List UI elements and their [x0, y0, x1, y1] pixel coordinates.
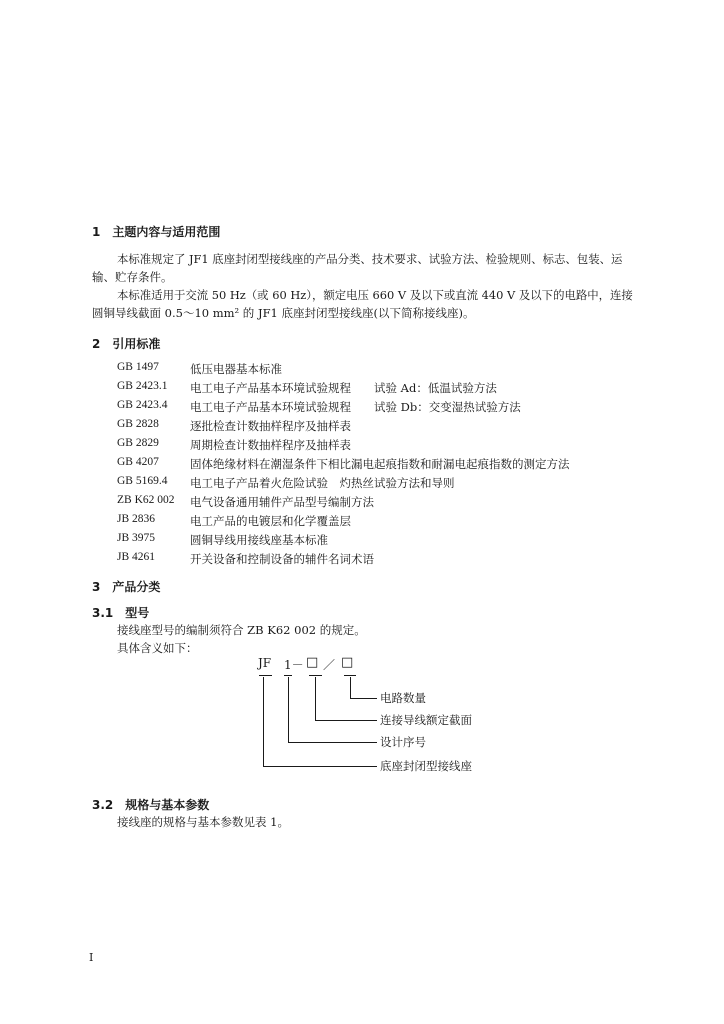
ref-code: JB 2836 [117, 513, 156, 525]
model-box-2: □ [341, 655, 354, 670]
leader-vertical-prefix [263, 677, 264, 766]
ref-title: 电气设备通用辅件产品型号编制方法 [190, 495, 374, 509]
underline-count [344, 675, 356, 676]
section-3-1-line1: 接线座型号的编制须符合 ZB K62 002 的规定。 [117, 623, 366, 637]
ref-code: GB 1497 [117, 361, 159, 373]
section-1-para1-line2: 输、贮存条件。 [92, 270, 173, 284]
ref-title: 电工电子产品基本环境试验规程 试验 Db：交变湿热试验方法 [190, 400, 521, 414]
ref-code: ZB K62 002 [117, 494, 175, 506]
leader-vertical-section [315, 677, 316, 720]
ref-title: 低压电器基本标准 [190, 362, 282, 376]
label-circuit-count: 电路数量 [380, 691, 426, 705]
label-rated-section: 连接导线额定截面 [380, 713, 472, 727]
section-2-heading: 2 引用标准 [92, 337, 161, 351]
model-code-middle: 1－ [284, 658, 304, 672]
ref-code: JB 4261 [117, 551, 156, 563]
section-1-para1-line1: 本标准规定了 JF1 底座封闭型接线座的产品分类、技术要求、试验方法、检验规则、标志、包装、运 [117, 252, 623, 266]
section-1-heading: 1 主题内容与适用范围 [92, 225, 221, 239]
model-slash: ／ [323, 658, 336, 672]
section-1-para2-line1: 本标准适用于交流 50 Hz（或 60 Hz），额定电压 660 V 及以下或直流 440 V 及以下的电路中，连接 [117, 288, 633, 302]
section-3-heading: 3 产品分类 [92, 580, 161, 594]
label-design-number: 设计序号 [380, 735, 426, 749]
ref-title: 开关设备和控制设备的辅件名词术语 [190, 552, 374, 566]
leader-vertical-design [288, 677, 289, 742]
ref-title: 周期检查计数抽样程序及抽样表 [190, 438, 351, 452]
model-box-1: □ [306, 655, 319, 670]
ref-title: 电工电子产品着火危险试验 灼热丝试验方法和导则 [190, 476, 455, 490]
ref-code: GB 2828 [117, 418, 159, 430]
section-3-1-line2: 具体含义如下： [117, 641, 198, 655]
leader-horizontal-section [315, 720, 377, 721]
ref-code: GB 2829 [117, 437, 159, 449]
leader-horizontal-count [350, 698, 377, 699]
ref-code: JB 3975 [117, 532, 156, 544]
ref-code: GB 4207 [117, 456, 159, 468]
underline-prefix [259, 675, 272, 676]
leader-vertical-count [350, 677, 351, 698]
ref-title: 固体绝缘材料在潮湿条件下相比漏电起痕指数和耐漏电起痕指数的测定方法 [190, 457, 570, 471]
ref-title: 逐批检查计数抽样程序及抽样表 [190, 419, 351, 433]
ref-code: GB 2423.4 [117, 399, 168, 411]
leader-horizontal-design [288, 742, 377, 743]
label-product-type: 底座封闭型接线座 [380, 759, 472, 773]
underline-section [309, 675, 322, 676]
section-1-para2-line2: 圆铜导线截面 0.5～10 mm² 的 JF1 底座封闭型接线座(以下简称接线座)。 [92, 306, 475, 320]
section-3-1-heading: 3.1 型号 [92, 606, 150, 620]
ref-code: GB 5169.4 [117, 475, 168, 487]
ref-title: 电工产品的电镀层和化学覆盖层 [190, 514, 351, 528]
ref-code: GB 2423.1 [117, 380, 168, 392]
ref-title: 电工电子产品基本环境试验规程 试验 Ad：低温试验方法 [190, 381, 497, 395]
ref-title: 圆铜导线用接线座基本标准 [190, 533, 328, 547]
leader-horizontal-prefix [263, 766, 377, 767]
section-3-2-line1: 接线座的规格与基本参数见表 1。 [117, 815, 289, 829]
section-3-2-heading: 3.2 规格与基本参数 [92, 798, 210, 812]
underline-design [284, 675, 292, 676]
margin-mark: I [89, 951, 94, 964]
model-code-prefix: JF [258, 656, 272, 670]
